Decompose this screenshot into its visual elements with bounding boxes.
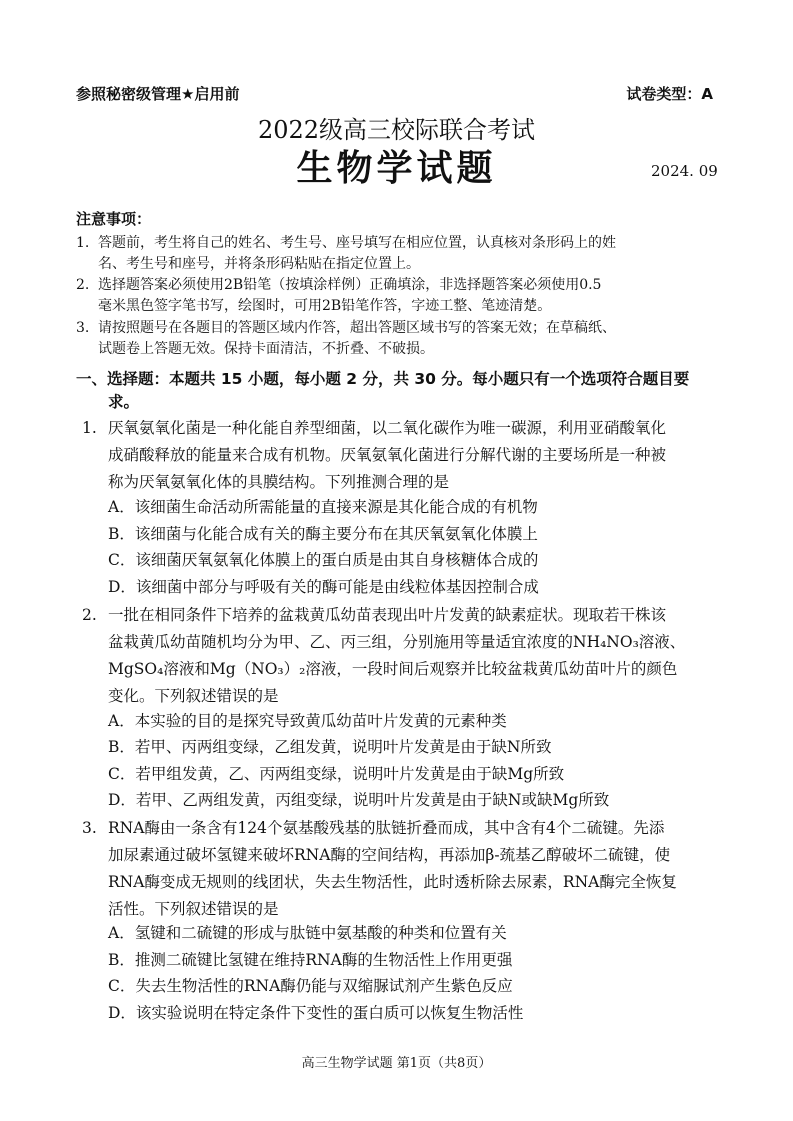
option-a: A．氢键和二硫键的形成与肽链中氨基酸的种类和位置有关 xyxy=(108,924,507,942)
note-item xyxy=(76,233,716,275)
option-c: C．该细菌厌氧氨氧化体膜上的蛋白质是由其自身核糖体合成的 xyxy=(108,551,539,569)
question-stem-line: 厌氧氨氧化菌是一种化能自养型细菌，以二氧化碳作为唯一碳源，利用亚硝酸氧化 xyxy=(108,419,667,437)
section-heading-line: 一、选择题：本题共 15 小题，每小题 2 分，共 30 分。每小题只有一个选项符合题目要 xyxy=(76,370,690,388)
exam-date: 2024. 09 xyxy=(651,162,718,180)
question-3 xyxy=(82,815,722,923)
section-heading xyxy=(76,368,726,414)
exam-title: 2022级高三校际联合考试 xyxy=(257,116,536,144)
question-stem-line: RNA酶由一条含有124个氨基酸残基的肽链折叠而成，其中含有4个二硫键。先添 xyxy=(108,819,665,837)
question-number: 1. xyxy=(82,419,97,437)
note-number: 3. xyxy=(76,320,90,336)
question-stem-line: MgSO₄溶液和Mg（NO₃）₂溶液，一段时间后观察并比较盆栽黄瓜幼苗叶片的颜色 xyxy=(108,660,678,678)
confidentiality-label: 参照秘密级管理★启用前 xyxy=(76,85,240,103)
option-a: A．本实验的目的是探究导致黄瓜幼苗叶片发黄的元素种类 xyxy=(108,712,507,730)
question-2 xyxy=(82,602,722,710)
note-number: 1. xyxy=(76,235,90,251)
notes-heading: 注意事项： xyxy=(76,210,152,228)
option-d: D．若甲、乙两组发黄，丙组变绿，说明叶片发黄是由于缺N或缺Mg所致 xyxy=(108,791,610,809)
note-text: 试题卷上答题无效。保持卡面清洁，不折叠、不破损。 xyxy=(98,341,434,357)
option-b: B．若甲、丙两组变绿，乙组发黄，说明叶片发黄是由于缺N所致 xyxy=(108,738,552,756)
question-stem-line: 加尿素通过破坏氢键来破坏RNA酶的空间结构，再添加β-巯基乙醇破坏二硫键，使 xyxy=(108,846,671,864)
section-heading-line: 求。 xyxy=(108,393,140,411)
option-d: D．该细菌中部分与呼吸有关的酶可能是由线粒体基因控制合成 xyxy=(108,578,539,596)
note-item xyxy=(76,318,716,360)
page-footer: 高三生物学试题 第1页（共8页） xyxy=(301,1056,492,1071)
question-stem-line: RNA酶变成无规则的线团状，失去生物活性，此时透析除去尿素，RNA酶完全恢复 xyxy=(108,873,677,891)
question-stem-line: 变化。下列叙述错误的是 xyxy=(108,687,279,705)
paper-type-label: 试卷类型：A xyxy=(626,85,713,103)
note-text: 请按照题号在各题目的答题区域内作答，超出答题区域书写的答案无效；在草稿纸、 xyxy=(98,320,616,336)
note-text: 毫米黑色签字笔书写，绘图时，可用2B铅笔作答，字迹工整、笔迹清楚。 xyxy=(98,298,552,314)
subject-title: 生物学试题 xyxy=(296,147,497,189)
option-b: B．该细菌与化能合成有关的酶主要分布在其厌氧氨氧化体膜上 xyxy=(108,525,538,543)
question-stem-line: 盆栽黄瓜幼苗随机均分为甲、乙、丙三组，分别施用等量适宜浓度的NH₄NO₃溶液、 xyxy=(108,633,686,651)
question-stem-line: 成硝酸释放的能量来合成有机物。厌氧氨氧化菌进行分解代谢的主要场所是一种被 xyxy=(108,446,667,464)
note-number: 2. xyxy=(76,277,90,293)
note-item xyxy=(76,275,716,317)
option-c: C．若甲组发黄，乙、丙两组变绿，说明叶片发黄是由于缺Mg所致 xyxy=(108,765,565,783)
option-a: A．该细菌生命活动所需能量的直接来源是其化能合成的有机物 xyxy=(108,498,538,516)
note-text: 选择题答案必须使用2B铅笔（按填涂样例）正确填涂，非选择题答案必须使用0.5 xyxy=(98,277,602,293)
note-text: 名、考生号和座号，并将条形码粘贴在指定位置上。 xyxy=(98,256,420,272)
question-stem-line: 称为厌氧氨氧化体的具膜结构。下列推测合理的是 xyxy=(108,473,450,491)
option-b: B．推测二硫键比氢键在维持RNA酶的生物活性上作用更强 xyxy=(108,951,513,969)
question-stem-line: 活性。下列叙述错误的是 xyxy=(108,900,279,918)
note-text: 答题前，考生将自己的姓名、考生号、座号填写在相应位置，认真核对条形码上的姓 xyxy=(98,235,616,251)
question-1 xyxy=(82,415,722,496)
option-d: D．该实验说明在特定条件下变性的蛋白质可以恢复生物活性 xyxy=(108,1004,524,1022)
option-c: C．失去生物活性的RNA酶仍能与双缩脲试剂产生紫色反应 xyxy=(108,977,513,995)
question-number: 2. xyxy=(82,606,97,624)
question-number: 3. xyxy=(82,819,97,837)
question-stem-line: 一批在相同条件下培养的盆栽黄瓜幼苗表现出叶片发黄的缺素症状。现取若干株该 xyxy=(108,606,667,624)
